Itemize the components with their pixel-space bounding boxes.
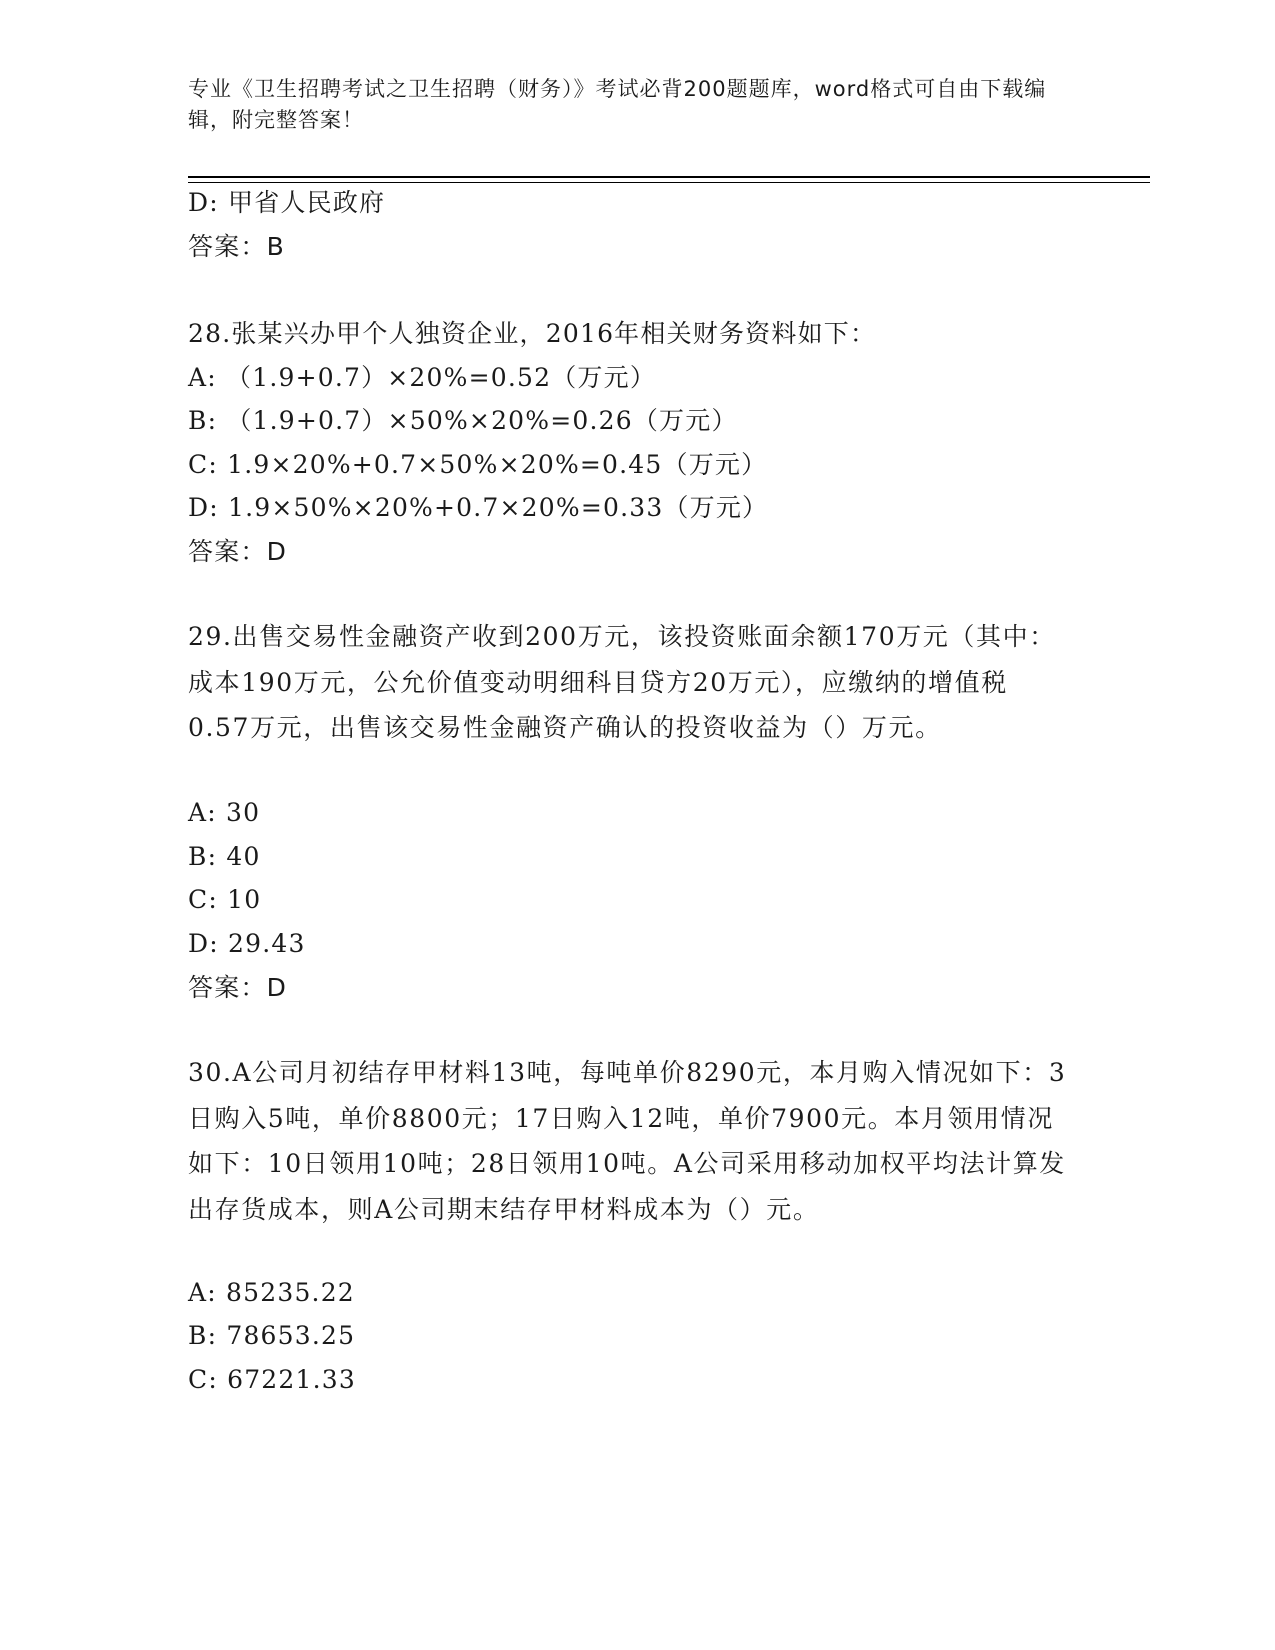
q30-option-a: A: 85235.22 [188, 1278, 355, 1307]
q30-option-b: B: 78653.25 [188, 1321, 356, 1350]
q29-option-c: C: 10 [188, 885, 262, 914]
q28-option-b: B: （1.9+0.7）×50%×20%=0.26（万元） [188, 406, 738, 435]
header-divider-thin [188, 182, 1150, 183]
q28-option-c: C: 1.9×20%+0.7×50%×20%=0.45（万元） [188, 450, 768, 479]
header-divider-thick [188, 176, 1150, 178]
q28-answer: 答案：D [188, 537, 288, 566]
q29-option-d: D: 29.43 [188, 929, 306, 958]
q27-option-d: D: 甲省人民政府 [188, 188, 386, 217]
q28-option-d: D: 1.9×50%×20%+0.7×20%=0.33（万元） [188, 493, 769, 522]
q29-option-a: A: 30 [188, 798, 261, 827]
q28-stem: 28.张某兴办甲个人独资企业，2016年相关财务资料如下： [188, 319, 877, 348]
q29-answer: 答案：D [188, 973, 288, 1002]
q30-option-c: C: 67221.33 [188, 1365, 356, 1394]
q29-option-b: B: 40 [188, 842, 261, 871]
q29-stem: 29.出售交易性金融资产收到200万元，该投资账面余额170万元（其中：成本190万元，公允价值变动明细科目贷方20万元），应缴纳的增值税0.57万元，出售该交易性金融资产确认的投资收益为（）万元。 [188, 622, 1056, 742]
q30-stem: 30.A公司月初结存甲材料13吨，每吨单价8290元，本月购入情况如下：3日购入5吨，单价8800元；17日购入12吨，单价7900元。本月领用情况如下：10日领用10吨；28日领用10吨。A公司采用移动加权平均法计算发出存货成本，则A公司期末结存甲材料成本为（）元。 [188, 1058, 1067, 1224]
q28-option-a: A: （1.9+0.7）×20%=0.52（万元） [188, 363, 657, 392]
page-header: 专业《卫生招聘考试之卫生招聘（财务）》考试必背200题题库，word格式可自由下载编辑，附完整答案！ [188, 77, 1047, 132]
q27-answer: 答案：B [188, 232, 285, 261]
